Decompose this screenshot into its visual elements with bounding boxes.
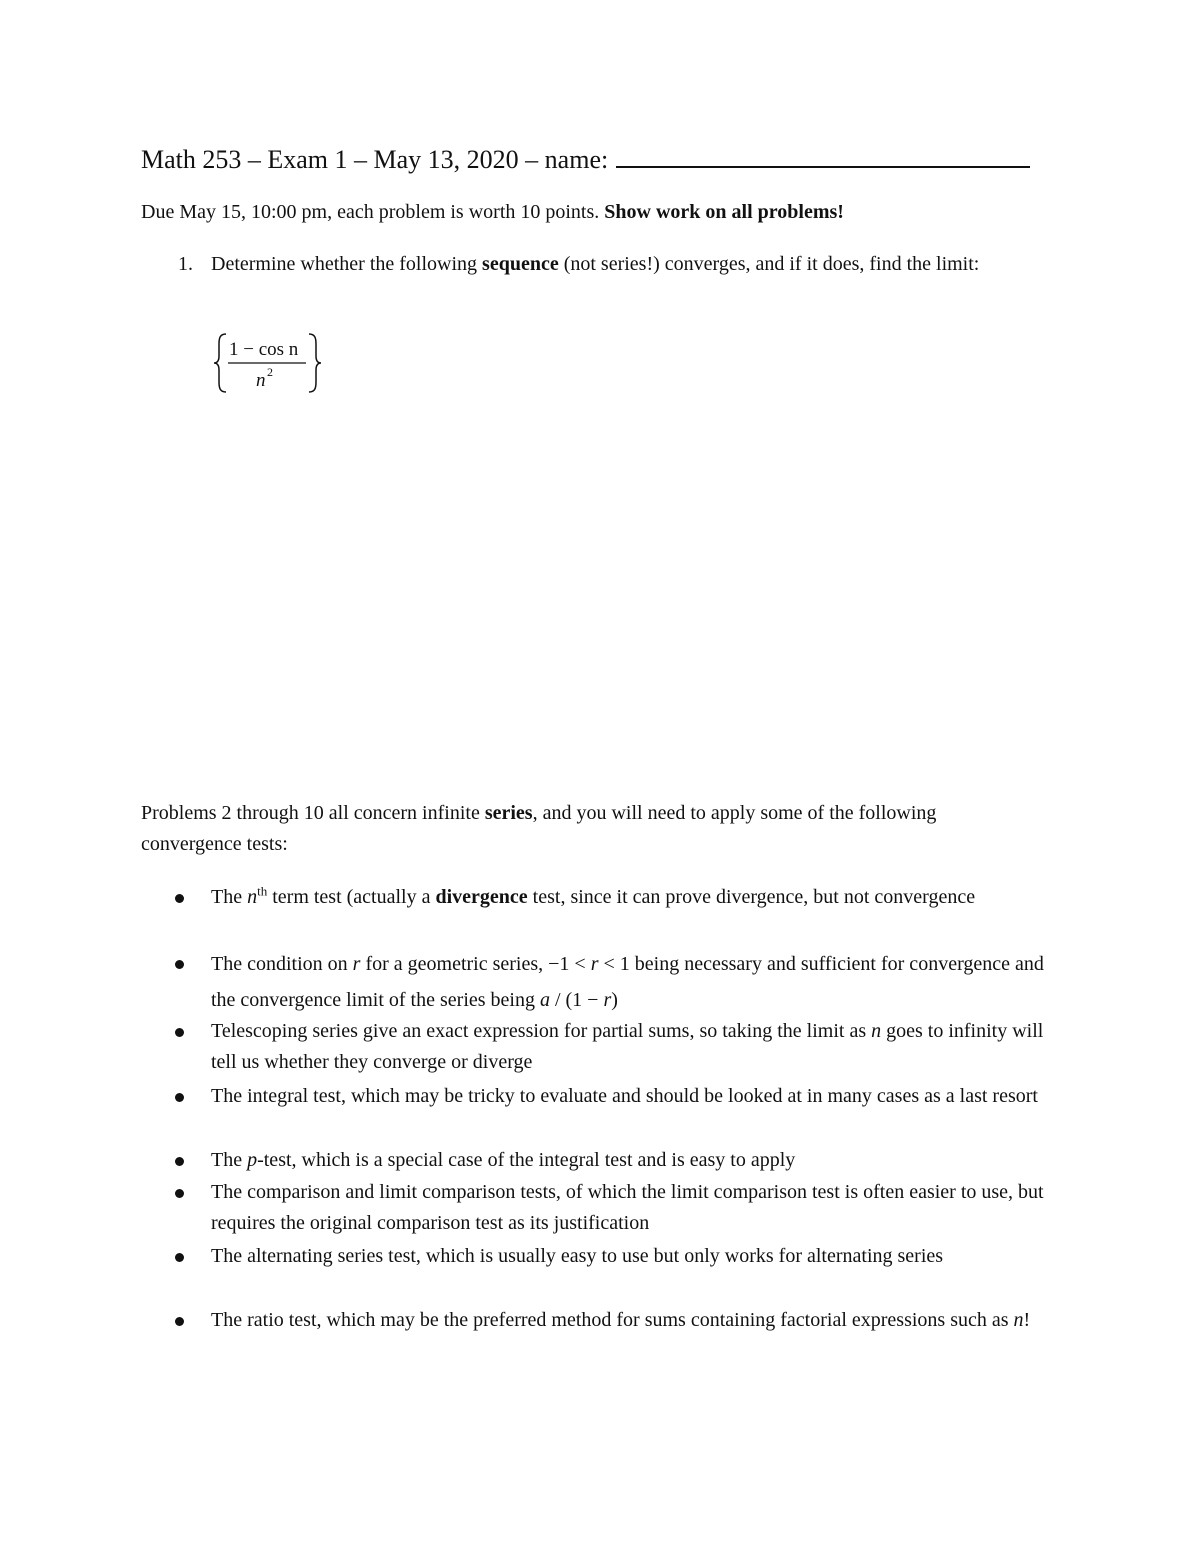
text: ! [1023, 1309, 1031, 1331]
list-item-text [211, 1016, 1050, 1078]
list-item [170, 1177, 1050, 1239]
math-var: p [247, 1149, 258, 1171]
math-var: a [539, 989, 550, 1011]
text: The alternating series test, which is usually easy to use but only works for alternating series [211, 1245, 944, 1267]
name-blank-line [616, 140, 1030, 168]
show-work-emphasis: Show work on all problems! [604, 201, 844, 223]
text: for a geometric series, −1 < [360, 953, 591, 975]
list-item [170, 946, 1050, 1018]
bullet-icon [175, 1253, 184, 1262]
bullet-icon [175, 894, 184, 903]
text: goes to infinity will tell us whether they converge or diverge [211, 1020, 1044, 1073]
list-item [170, 1016, 1050, 1078]
text: The comparison and limit comparison tests, of which the limit comparison test is often easier to use, but requires the original comparison test as its justification [211, 1181, 1044, 1234]
problem-1-sequence-bold: sequence [482, 253, 559, 275]
bold-text: divergence [435, 886, 528, 908]
text: -test, which is a special case of the integral test and is easy to apply [257, 1149, 796, 1171]
text: / (1 − [549, 989, 604, 1011]
text: Telescoping series give an exact expression for partial sums, so taking the limit as [211, 1020, 872, 1042]
bullet-icon [175, 960, 184, 969]
formula-numerator: 1 − cos n [229, 339, 299, 360]
list-item-text [211, 1241, 1050, 1272]
exam-title [141, 140, 1030, 178]
problem-1-text-b: (not series!) converges, and if it does, find the limit: [563, 253, 980, 275]
list-item [170, 1241, 1050, 1272]
text: < 1 being necessary and sufficient for convergence and the convergence limit of the series being [211, 953, 1044, 1011]
text: The integral test, which may be tricky to evaluate and should be looked at in many cases as a last resort [211, 1085, 1038, 1107]
due-text: Due May 15, 10:00 pm, each problem is worth 10 points. [141, 201, 600, 223]
math-var: n [247, 886, 258, 908]
series-intro-bold: series [484, 802, 533, 824]
bullet-icon [175, 1028, 184, 1037]
problem-1-number: 1. [178, 253, 193, 275]
text: term test (actually a [267, 886, 436, 908]
text: test, since it can prove divergence, but not convergence [527, 886, 976, 908]
left-brace [214, 334, 226, 392]
math-var: n [1013, 1309, 1024, 1331]
list-item-text [211, 1177, 1050, 1239]
math-var: r [352, 953, 361, 975]
list-item [170, 1305, 1050, 1336]
bullet-icon [175, 1157, 184, 1166]
formula-denominator: n [256, 370, 266, 391]
list-item-text [211, 1081, 1050, 1112]
math-var: r [590, 953, 599, 975]
series-intro [141, 798, 1041, 860]
text: The condition on [211, 953, 353, 975]
list-item-text [211, 882, 1050, 913]
list-item [170, 1145, 1050, 1176]
bullet-icon [175, 1317, 184, 1326]
exam-title-text: Math 253 – Exam 1 – May 13, 2020 – name: [141, 145, 609, 174]
bullet-icon [175, 1093, 184, 1102]
text: The ratio test, which may be the preferred method for sums containing factorial expressions such as [211, 1309, 1014, 1331]
series-intro-text-b: , and you will need to apply some of the following convergence tests: [141, 802, 937, 855]
right-brace [309, 334, 321, 392]
math-var: r [603, 989, 612, 1011]
list-item-text [211, 1305, 1050, 1336]
math-var: n [871, 1020, 882, 1042]
text: The [211, 1149, 248, 1171]
problem-1-text [211, 249, 1038, 280]
problem-1 [178, 249, 1038, 280]
formula-exponent: 2 [267, 365, 273, 379]
list-item-text [211, 1145, 1050, 1176]
due-instructions [141, 198, 844, 226]
list-item [170, 882, 1050, 913]
list-item [170, 1081, 1050, 1112]
bullet-icon [175, 1189, 184, 1198]
text: The [211, 886, 248, 908]
sequence-formula [212, 330, 332, 396]
text: ) [611, 989, 618, 1011]
superscript: th [257, 883, 268, 899]
list-item-text [211, 946, 1050, 1018]
problem-1-text-a: Determine whether the following [211, 253, 478, 275]
series-intro-text-a: Problems 2 through 10 all concern infinite [141, 802, 480, 824]
